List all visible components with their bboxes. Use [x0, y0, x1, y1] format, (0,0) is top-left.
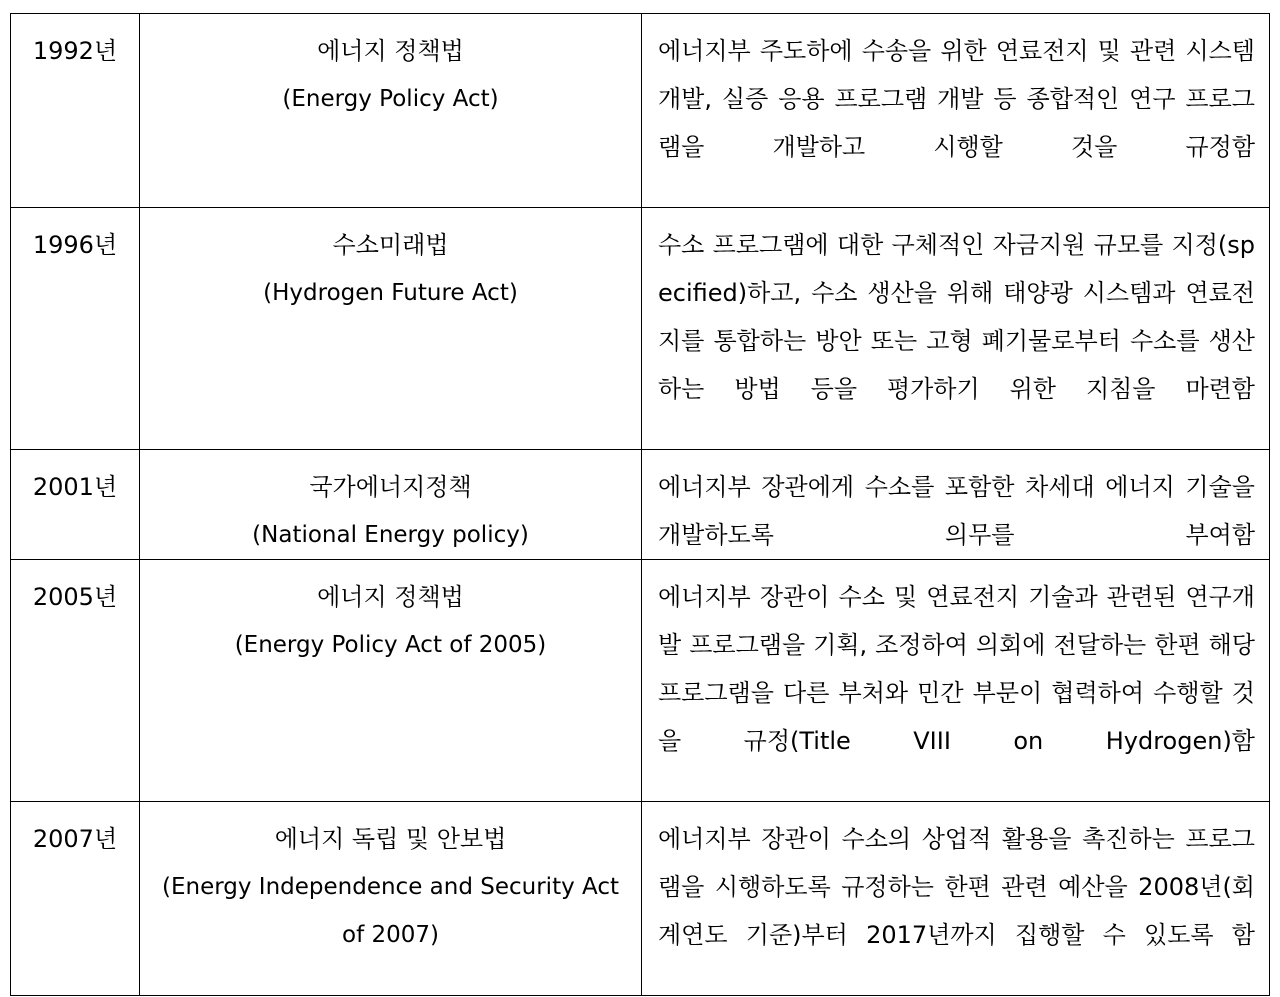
year-cell: 1996년	[11, 208, 140, 450]
law-name-english: (National Energy policy)	[252, 522, 529, 548]
law-name-korean: 국가에너지정책	[309, 473, 472, 501]
description-cell: 에너지부 장관이 수소의 상업적 활용을 촉진하는 프로그램을 시행하도록 규정하는 한편 관련 예산을 2008년(회계연도 기준)부터 2017년까지 집행할 수 있도록 함	[642, 802, 1270, 996]
law-name-cell	[140, 208, 642, 450]
law-name-korean: 수소미래법	[332, 231, 449, 259]
year-cell: 2005년	[11, 560, 140, 802]
year-cell: 2001년	[11, 450, 140, 560]
law-name-korean: 에너지 정책법	[317, 37, 464, 65]
law-name-english: (Energy Policy Act)	[282, 86, 499, 112]
law-name-korean: 에너지 정책법	[317, 583, 464, 611]
description-cell: 수소 프로그램에 대한 구체적인 자금지원 규모를 지정(specified)하고, 수소 생산을 위해 태양광 시스템과 연료전지를 통합하는 방안 또는 고형 폐기물로부터 수소를 생산하는 방법 등을 평가하기 위한 지침을 마련함	[642, 208, 1270, 450]
hydrogen-policy-table	[10, 13, 1270, 996]
table-row	[11, 14, 1270, 208]
law-name-cell	[140, 802, 642, 996]
law-name-english: (Energy Independence and Security Act of 2007)	[161, 874, 619, 948]
law-name-english: (Hydrogen Future Act)	[263, 280, 518, 306]
year-cell: 1992년	[11, 14, 140, 208]
law-name-cell	[140, 560, 642, 802]
law-name-cell	[140, 14, 642, 208]
table-row	[11, 802, 1270, 996]
description-cell: 에너지부 장관이 수소 및 연료전지 기술과 관련된 연구개발 프로그램을 기획, 조정하여 의회에 전달하는 한편 해당 프로그램을 다른 부처와 민간 부문이 협력하여 수행할 것을 규정(Title VIII on Hydrogen)함	[642, 560, 1270, 802]
law-name-english: (Energy Policy Act of 2005)	[234, 632, 547, 658]
table-row	[11, 560, 1270, 802]
law-name-cell	[140, 450, 642, 560]
law-name-korean: 에너지 독립 및 안보법	[274, 825, 507, 853]
description-cell: 에너지부 주도하에 수송을 위한 연료전지 및 관련 시스템 개발, 실증 응용 프로그램 개발 등 종합적인 연구 프로그램을 개발하고 시행할 것을 규정함	[642, 14, 1270, 208]
description-cell: 에너지부 장관에게 수소를 포함한 차세대 에너지 기술을 개발하도록 의무를 부여함	[642, 450, 1270, 560]
year-cell: 2007년	[11, 802, 140, 996]
table-row	[11, 450, 1270, 560]
table-row	[11, 208, 1270, 450]
